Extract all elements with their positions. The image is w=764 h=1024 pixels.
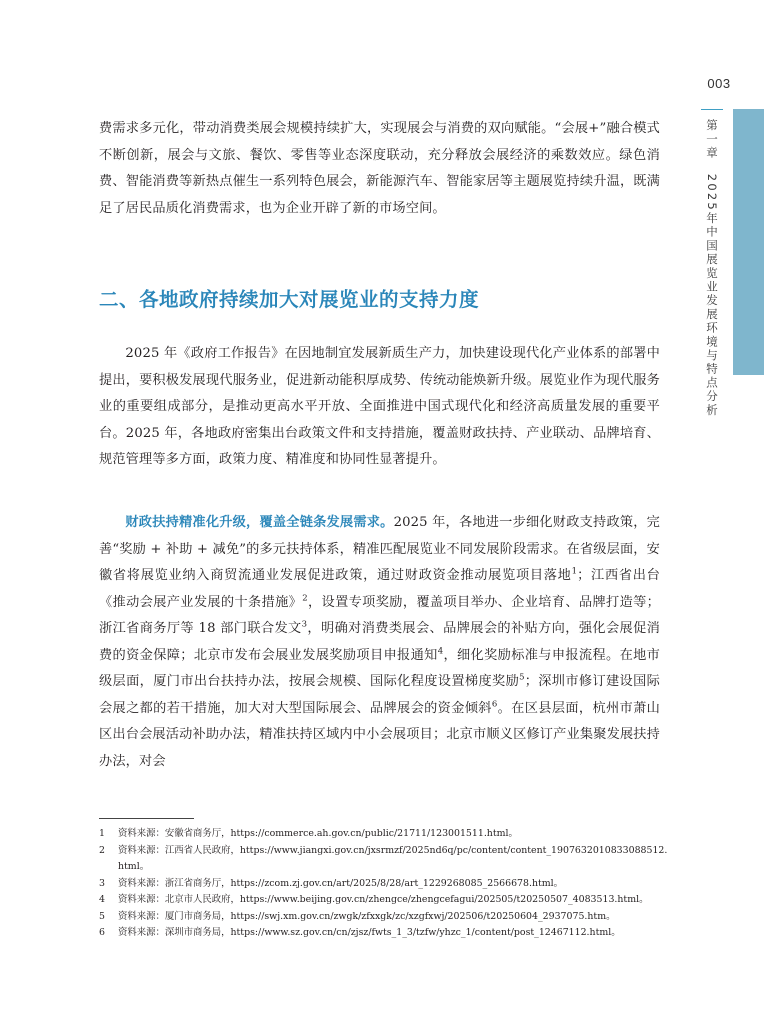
footnote-item bbox=[99, 876, 671, 893]
footnotes-list bbox=[99, 826, 671, 942]
footnote-text[interactable]: 资料来源：北京市人民政府，https://www.beijing.gov.cn/zhengce/zhengcefagui/202505/t20250507_4083513.html。 bbox=[118, 894, 649, 905]
footnote-ref-2[interactable]: 2 bbox=[302, 593, 308, 604]
footnote-ref-4[interactable]: 4 bbox=[437, 646, 444, 657]
footnote-number: 4 bbox=[99, 894, 105, 905]
page-number-rule bbox=[701, 109, 723, 110]
footnote-number: 5 bbox=[99, 910, 105, 922]
footnote-ref-6[interactable]: 6 bbox=[491, 699, 498, 710]
paragraph-text: ，明确对消费类展会、品牌展会的补贴方向，强化会展促消费的资金保障；北京市发布会展业发展奖励项目申报通知 bbox=[99, 621, 660, 663]
chapter-title-vertical: 第一章 2025年中国展览业发展环境与特点分析 bbox=[705, 119, 719, 418]
footnote-ref-5[interactable]: 5 bbox=[519, 672, 525, 683]
footnote-text[interactable]: 资料来源：安徽省商务厅，https://commerce.ah.gov.cn/public/21711/123001511.html。 bbox=[118, 828, 518, 839]
chapter-side-tab bbox=[733, 109, 764, 375]
paragraph-text: 。在区县层面，杭州市萧山区出台会展活动补助办法，精准扶持区域内中小会展项目；北京市顺义区修订产业集聚发展扶持办法，对会 bbox=[99, 700, 660, 769]
paragraph-lead: 财政扶持精准化升级，覆盖全链条发展需求。 bbox=[125, 515, 394, 530]
footnote-item bbox=[99, 826, 671, 843]
footnote-ref-1[interactable]: 1 bbox=[571, 566, 578, 577]
footnote-text[interactable]: 资料来源：厦门市商务局，https://swj.xm.gov.cn/zwgk/zfxxgk/zc/xzgfxwj/202506/t20250604_2937075.htm。 bbox=[118, 910, 616, 922]
section-heading: 二、各地政府持续加大对展览业的支持力度 bbox=[99, 288, 480, 311]
section-paragraph-1: 2025 年《政府工作报告》在因地制宜发展新质生产力，加快建设现代化产业体系的部署中提出，要积极发展现代服务业，促进新动能积厚成势、传统动能焕新升级。展览业作为现代服务业的重要组成部分，是推动更高水平开放、全面推进中国式现代化和经济高质量发展的重要平台。2025 年，各地政府密集出台政策文件和支持措施，覆盖财政扶持、产业联动、品牌培育、规范管理等多方面，政策力度、精准度和协同性显著提升。 bbox=[99, 346, 660, 467]
paragraph-text: ；深圳市修订建设国际会展之都的若干措施，加大对大型国际展会、品牌展会的资金倾斜 bbox=[99, 674, 660, 716]
footnote-text[interactable]: 资料来源：江西省人民政府，https://www.jiangxi.gov.cn/jxsrmzf/2025nd6q/pc/content/content_1907632010833088512.html。 bbox=[118, 844, 668, 872]
footnote-item bbox=[99, 892, 671, 909]
footnote-item bbox=[99, 925, 671, 942]
footnote-number: 3 bbox=[99, 877, 105, 889]
footnote-number: 1 bbox=[99, 828, 105, 839]
footnote-text[interactable]: 资料来源：深圳市商务局，https://www.sz.gov.cn/cn/zjsz/fwts_1_3/tzfw/yhzc_1/content/post_12467112.html。 bbox=[118, 927, 621, 938]
footnote-text[interactable]: 资料来源：浙江省商务厅，https://zcom.zj.gov.cn/art/2025/8/28/art_1229268085_2566678.html。 bbox=[118, 877, 564, 889]
paragraph-text: ，细化奖励标准与申报流程。在地市级层面，厦门市出台扶持办法，按展会规模、国际化程度设置梯度奖励 bbox=[99, 647, 661, 689]
footnote-item bbox=[99, 843, 671, 876]
page-number: 003 bbox=[707, 76, 731, 91]
footnote-divider bbox=[99, 818, 194, 819]
section-paragraph-2 bbox=[99, 510, 660, 775]
footnote-number: 2 bbox=[99, 844, 105, 856]
paragraph-text: ，设置专项奖励，覆盖项目举办、企业培育、品牌打造等；浙江省商务厅等 18 部门联合发文 bbox=[99, 594, 661, 636]
paragraph-text: 2025 年，各地进一步细化财政支持政策，完善“奖励 + 补助 + 减免”的多元扶持体系，精准匹配展览业不同发展阶段需求。在省级层面，安徽省将展览业纳入商贸流通业发展促进政策，通过财政资金推动展览项目落地 bbox=[99, 515, 661, 583]
footnote-number: 6 bbox=[99, 927, 105, 938]
footnote-item bbox=[99, 909, 671, 926]
footnote-ref-3[interactable]: 3 bbox=[301, 619, 308, 630]
paragraph-text: ；江西省出台《推动会展产业发展的十条措施》 bbox=[99, 568, 660, 610]
intro-paragraph: 费需求多元化，带动消费类展会规模持续扩大，实现展会与消费的双向赋能。“会展+”融合模式不断创新，展会与文旅、餐饮、零售等业态深度联动，充分释放会展经济的乘数效应。绿色消费、智能消费等新热点催生一系列特色展会，新能源汽车、智能家居等主题展览持续升温，既满足了居民品质化消费需求，也为企业开辟了新的市场空间。 bbox=[99, 121, 660, 216]
